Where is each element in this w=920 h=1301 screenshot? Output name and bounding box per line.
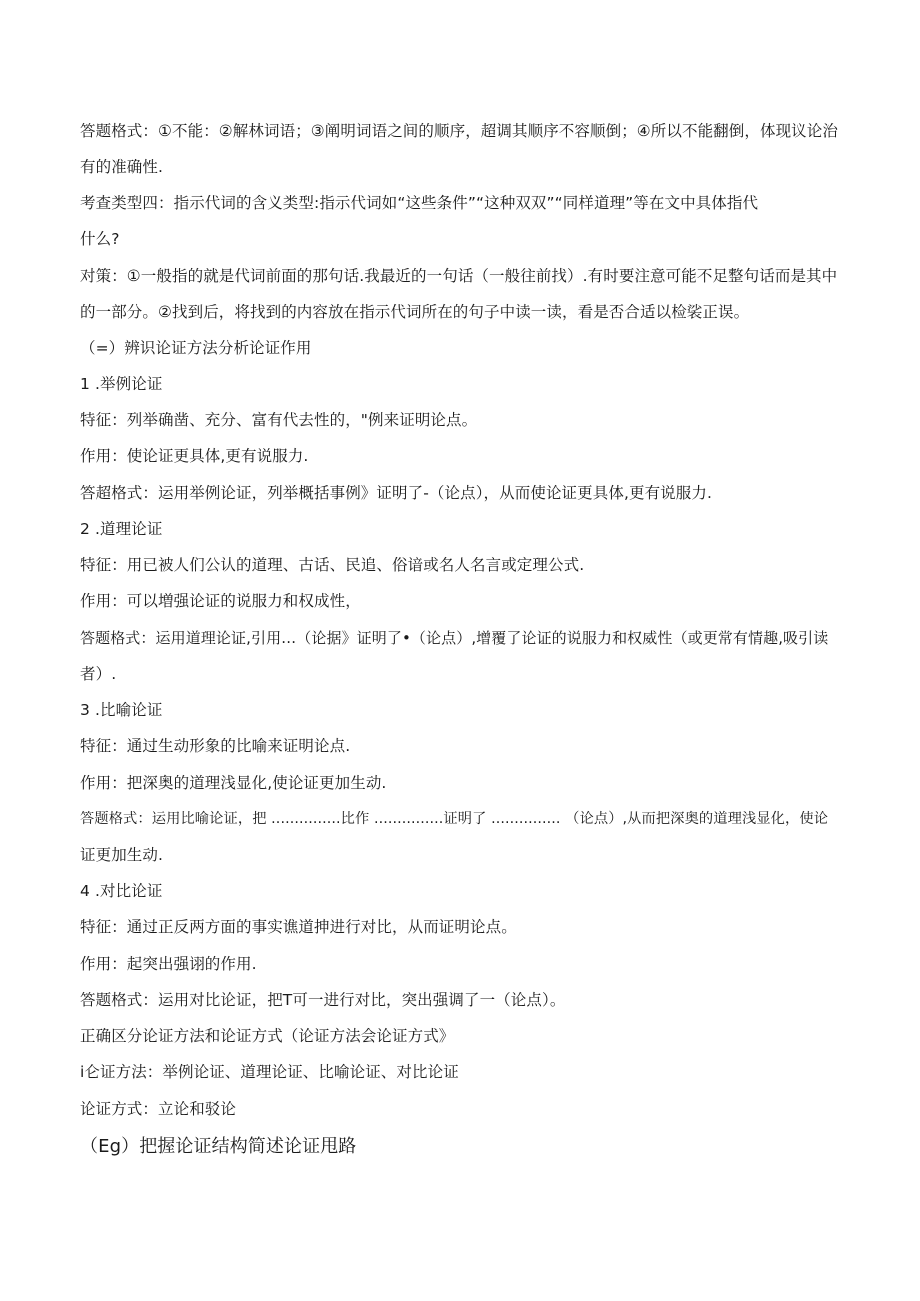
metaphor-answer-format-cont: 证更加生动. — [80, 846, 164, 864]
heading-example-argument: 1 .举例论证 — [80, 375, 163, 393]
contrast-feature: 特征：通过正反两方面的事实谯道抻进行对比，从而证明论点。 — [80, 918, 517, 936]
answer-format-line-cont: 有的准确性. — [80, 158, 164, 176]
contrast-answer-format: 答题格式：运用对比论证，把T可一进行对比，突出强调了一（论点）。 — [80, 991, 566, 1009]
reasoning-answer-format: 答题格式：运用道理论证,引用…（论据》证明了•（论点）,增覆了论证的说服力和权威性（或更常有情趣,吸引读 — [80, 629, 829, 647]
heading-metaphor-argument: 3 .比喻论证 — [80, 701, 163, 719]
metaphor-answer-format: 答题格式：运用比喻论证，把 ...............比作 ...............证明了 ............... （论点）,从而把深奥的道理浅显化，使论 — [80, 811, 829, 827]
question-type-four-line: 考查类型四：指示代词的含义类型:指示代词如“这些条件”“这种双双”“同样道理”等在文中具体指代 — [80, 194, 759, 212]
structure-heading: （Eg）把握论证结构简述论证甩路 — [80, 1136, 357, 1157]
strategy-line-cont: 的一部分。②找到后，将找到的内容放在指示代词所在的句子中读一读，看是否合适以检裟正误。 — [80, 303, 750, 321]
distinguish-methods-line: 正确区分论证方法和论证方式（论证方法会论证方式》 — [80, 1027, 455, 1045]
example-answer-format: 答超格式：运用举例论证，列举概括事例》证明了-（论点），从而使论证更具体,更有说服力. — [80, 484, 712, 502]
section-heading: （=）辨识论证方法分析论证作用 — [80, 339, 312, 357]
heading-reasoning-argument: 2 .道理论证 — [80, 520, 163, 538]
metaphor-feature: 特征：通过生动形象的比喻来证明论点. — [80, 737, 351, 755]
question-type-four-line-cont: 什么? — [80, 230, 120, 248]
argument-modes-line: 论证方式：立论和驳论 — [80, 1100, 237, 1118]
contrast-function: 作用：起突出强诩的作用. — [80, 955, 257, 973]
example-function: 作用：使论证更具体,更有说服力. — [80, 447, 309, 465]
metaphor-function: 作用：把深奥的道理浅显化,使论证更加生动. — [80, 774, 387, 792]
reasoning-answer-format-cont: 者）. — [80, 665, 117, 683]
heading-contrast-argument: 4 .对比论证 — [80, 882, 163, 900]
example-feature: 特征：列举确凿、充分、富有代去性的，"例来证明论点。 — [80, 411, 478, 429]
argument-methods-line: i仑证方法：举例论证、道理论证、比喻论证、对比论证 — [80, 1063, 459, 1081]
strategy-line: 对策：①一般指的就是代词前面的那句话.我最近的一句话（一般往前找）.有时要注意可能不足整句话而是其中 — [80, 267, 838, 285]
answer-format-line: 答题格式：①不能：②解林词语；③阐明词语之间的顺序，超调其顺序不容顺倒；④所以不能翻倒，体现议论治 — [80, 122, 838, 140]
reasoning-feature: 特征：用已被人们公认的道理、古话、民追、俗谙或名人名言或定理公式. — [80, 556, 585, 574]
reasoning-function: 作用：可以増强论证的说服力和权成性， — [80, 592, 361, 610]
